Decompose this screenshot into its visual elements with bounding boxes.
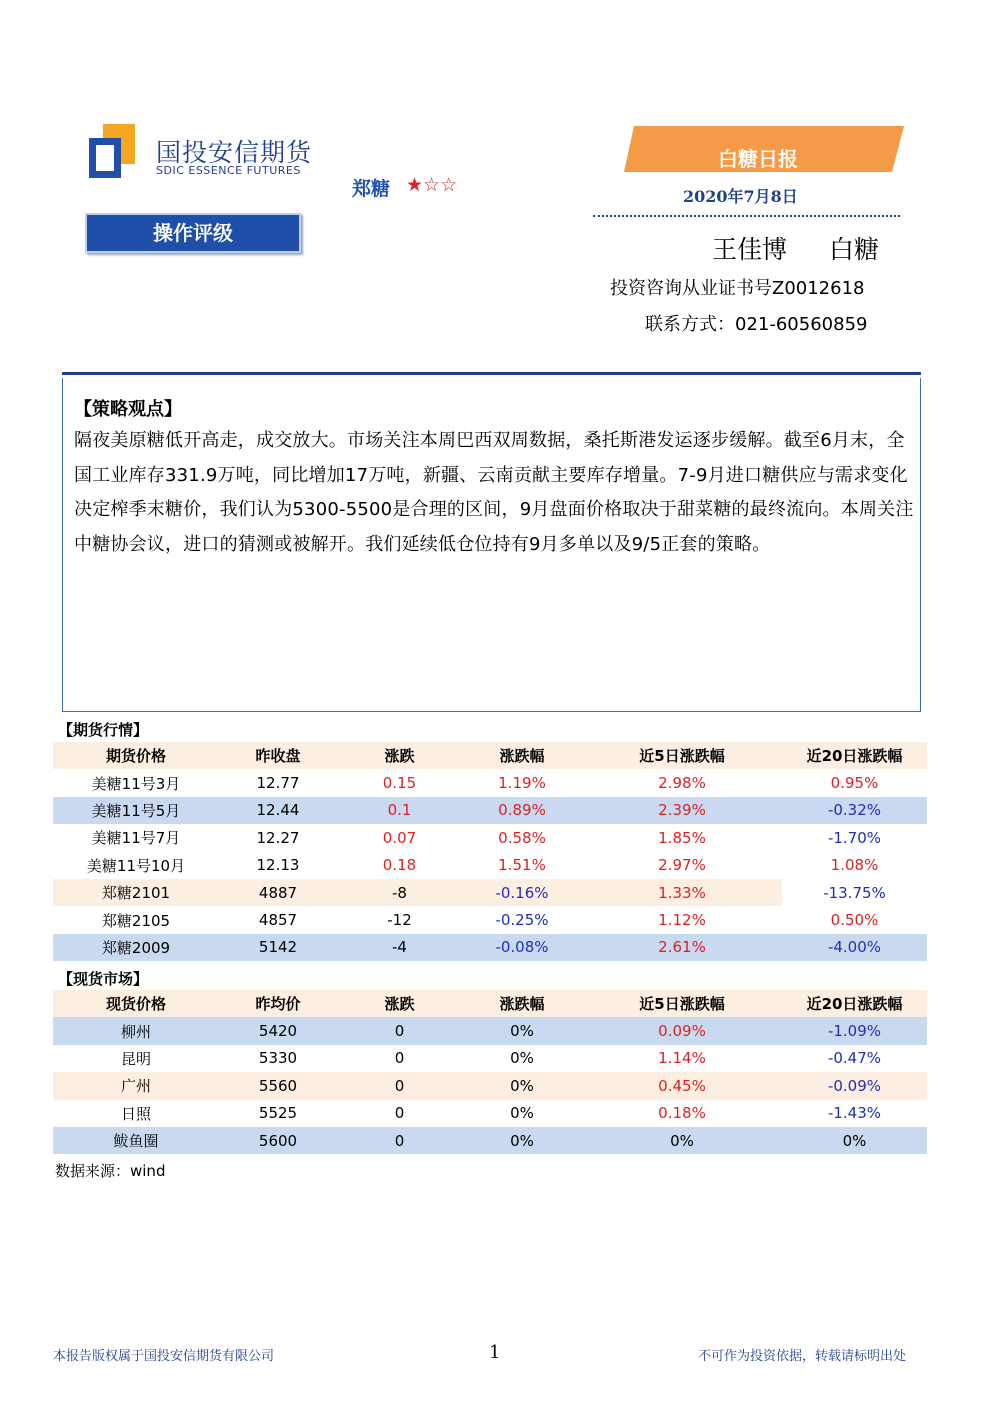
rating-label: 操作评级 bbox=[85, 213, 301, 253]
table-cell: 0% bbox=[842, 1131, 867, 1150]
company-logo-icon bbox=[89, 124, 135, 178]
header-cell: 期货价格 bbox=[105, 747, 166, 766]
table-cell: 美糖11号7月 bbox=[91, 829, 181, 848]
table-cell: 0% bbox=[510, 1049, 534, 1068]
table-cell: -0.25% bbox=[495, 911, 549, 930]
table-cell: 1.14% bbox=[658, 1049, 706, 1068]
header-cell: 近20日涨跌幅 bbox=[806, 995, 903, 1014]
table-cell: 1.12% bbox=[658, 911, 706, 930]
table-cell: -0.09% bbox=[827, 1076, 882, 1095]
table-cell: 0 bbox=[394, 1076, 405, 1095]
dotted-divider bbox=[593, 215, 900, 217]
table-header-row bbox=[53, 990, 927, 1017]
table-cell: 4887 bbox=[258, 883, 298, 902]
table-cell: 0.89% bbox=[498, 801, 546, 820]
table-row bbox=[53, 1127, 927, 1154]
table-row bbox=[53, 769, 927, 796]
author-line bbox=[712, 230, 879, 266]
table-cell: 0 bbox=[394, 1022, 405, 1041]
report-date: 2020年7月8日 bbox=[683, 187, 798, 206]
header-cell: 近5日涨跌幅 bbox=[639, 995, 725, 1014]
company-name-cn: 国投安信期货 bbox=[156, 138, 313, 167]
table-cell: -12 bbox=[387, 911, 412, 930]
table-row bbox=[53, 934, 927, 961]
table-cell: 5420 bbox=[258, 1022, 298, 1041]
table-cell: 1.51% bbox=[498, 856, 546, 875]
table-cell: 5600 bbox=[258, 1131, 298, 1150]
table-cell: 美糖11号3月 bbox=[91, 774, 181, 793]
table-cell: 美糖11号5月 bbox=[91, 801, 181, 820]
table-cell: 0.45% bbox=[658, 1076, 706, 1095]
table-cell: 5525 bbox=[258, 1104, 298, 1123]
table-cell: 2.98% bbox=[658, 774, 706, 793]
table-cell: 5330 bbox=[258, 1049, 298, 1068]
table-cell: 0.18 bbox=[382, 856, 417, 875]
table-row bbox=[53, 797, 927, 824]
star-empty-icon: ☆☆ bbox=[423, 174, 458, 196]
header-cell: 近20日涨跌幅 bbox=[806, 747, 903, 766]
report-title: 白糖日报 bbox=[718, 147, 798, 171]
footer-copyright: 本报告版权属于国投安信期货有限公司 bbox=[53, 1349, 275, 1364]
table-cell: 0.58% bbox=[498, 828, 546, 847]
header-cell: 现货价格 bbox=[105, 995, 166, 1014]
author-name: 王佳博 bbox=[712, 235, 788, 264]
table-cell: 0.95% bbox=[830, 774, 879, 793]
company-name-en: SDIC ESSENCE FUTURES bbox=[156, 164, 301, 177]
table-cell: -0.08% bbox=[495, 938, 549, 957]
table-cell: 12.44 bbox=[256, 801, 300, 820]
header-cell: 近5日涨跌幅 bbox=[639, 747, 725, 766]
product-name: 郑糖 bbox=[352, 178, 391, 200]
table-row bbox=[53, 906, 927, 933]
header-cell: 昨收盘 bbox=[255, 747, 301, 766]
section-divider bbox=[62, 372, 921, 375]
table-cell: 日照 bbox=[120, 1104, 151, 1123]
table-cell: -1.09% bbox=[827, 1022, 882, 1041]
table-cell: 0% bbox=[510, 1076, 534, 1095]
table-cell: 郑糖2009 bbox=[101, 938, 171, 957]
table-cell: 12.27 bbox=[256, 828, 300, 847]
footer-disclaimer: 不可作为投资依据，转载请标明出处 bbox=[698, 1349, 907, 1364]
table-cell: 5560 bbox=[258, 1076, 298, 1095]
table-cell: 0 bbox=[394, 1131, 405, 1150]
table-row bbox=[53, 824, 927, 851]
table-cell: 2.39% bbox=[658, 801, 706, 820]
header-cell: 涨跌 bbox=[384, 747, 415, 766]
table-cell: 5142 bbox=[258, 938, 298, 957]
strategy-text: 隔夜美原糖低开高走，成交放大。市场关注本周巴西双周数据，桑托斯港发运逐步缓解。截至6月末，全国工业库存331.9万吨，同比增加17万吨，新疆、云南贡献主要库存增量。7-9月进口糖供应与需求变化决定榨季末糖价，我们认为5300-5500是合理的区间，9月盘面价格取决于甜菜糖的最终流向。本周关注中糖协会议，进口的猜测或被解开。我们延续低仓位持有9月多单以及9/5正套的策略。 bbox=[74, 430, 914, 555]
table-cell: 广州 bbox=[120, 1077, 151, 1096]
table-cell: 郑糖2101 bbox=[101, 884, 171, 903]
header-cell: 昨均价 bbox=[255, 995, 301, 1014]
table-cell: 1.08% bbox=[830, 856, 879, 875]
table-cell: 2.97% bbox=[658, 856, 706, 875]
table-cell: 0.50% bbox=[830, 911, 879, 930]
header-cell: 涨跌 bbox=[384, 995, 415, 1014]
table-cell: 12.77 bbox=[256, 774, 300, 793]
header-cell: 涨跌幅 bbox=[499, 747, 545, 766]
table-cell: -1.43% bbox=[827, 1104, 882, 1123]
table-cell: -4 bbox=[392, 938, 407, 957]
table-cell: 4857 bbox=[258, 911, 298, 930]
spot-section-title: 【现货市场】 bbox=[58, 970, 149, 988]
contact-info: 联系方式：021-60560859 bbox=[645, 314, 868, 335]
table-cell: 1.19% bbox=[498, 774, 546, 793]
table-cell: 0% bbox=[510, 1104, 534, 1123]
table-cell: 0% bbox=[510, 1131, 534, 1150]
table-cell: 鲅鱼圈 bbox=[113, 1132, 159, 1151]
strategy-title: 【策略观点】 bbox=[74, 399, 182, 420]
table-row bbox=[53, 1045, 927, 1072]
star-rating bbox=[406, 174, 457, 196]
table-cell: 0.15 bbox=[382, 774, 417, 793]
license-number: 投资咨询从业证书号Z0012618 bbox=[610, 278, 865, 299]
table-row bbox=[53, 1072, 927, 1099]
table-cell: 0.1 bbox=[387, 801, 412, 820]
page-number: 1 bbox=[489, 1342, 501, 1363]
table-cell: 郑糖2105 bbox=[101, 911, 171, 930]
futures-section-title: 【期货行情】 bbox=[58, 721, 149, 739]
table-cell: 0.07 bbox=[382, 828, 417, 847]
table-cell: 昆明 bbox=[120, 1049, 151, 1068]
table-cell: -8 bbox=[392, 883, 407, 902]
futures-table bbox=[53, 742, 927, 961]
table-row bbox=[53, 1100, 927, 1127]
table-cell: -0.47% bbox=[827, 1049, 882, 1068]
spot-table bbox=[53, 990, 927, 1154]
table-header-row bbox=[53, 742, 927, 769]
table-cell: 12.13 bbox=[256, 856, 300, 875]
table-cell: 0 bbox=[394, 1104, 405, 1123]
table-cell: -4.00% bbox=[827, 938, 882, 957]
table-cell: 2.61% bbox=[658, 938, 706, 957]
table-cell: -13.75% bbox=[782, 879, 927, 906]
table-cell: 0% bbox=[670, 1131, 694, 1150]
table-row bbox=[53, 879, 927, 906]
table-cell: 1.85% bbox=[658, 828, 706, 847]
author-sector: 白糖 bbox=[829, 235, 880, 264]
table-cell: 0.18% bbox=[658, 1104, 706, 1123]
data-source: 数据来源：wind bbox=[55, 1162, 166, 1180]
table-cell: 0 bbox=[394, 1049, 405, 1068]
table-cell: -0.32% bbox=[827, 801, 882, 820]
table-cell: -1.70% bbox=[827, 828, 882, 847]
table-row bbox=[53, 852, 927, 879]
table-cell: 柳州 bbox=[120, 1022, 151, 1041]
table-cell: 0.09% bbox=[658, 1022, 706, 1041]
table-row bbox=[53, 1017, 927, 1044]
table-cell: -0.16% bbox=[495, 883, 549, 902]
star-filled-icon: ★ bbox=[406, 174, 424, 196]
header-cell: 涨跌幅 bbox=[499, 995, 545, 1014]
table-cell: 0% bbox=[510, 1022, 534, 1041]
table-cell: 1.33% bbox=[658, 883, 706, 902]
table-cell: 美糖11号10月 bbox=[86, 856, 186, 875]
